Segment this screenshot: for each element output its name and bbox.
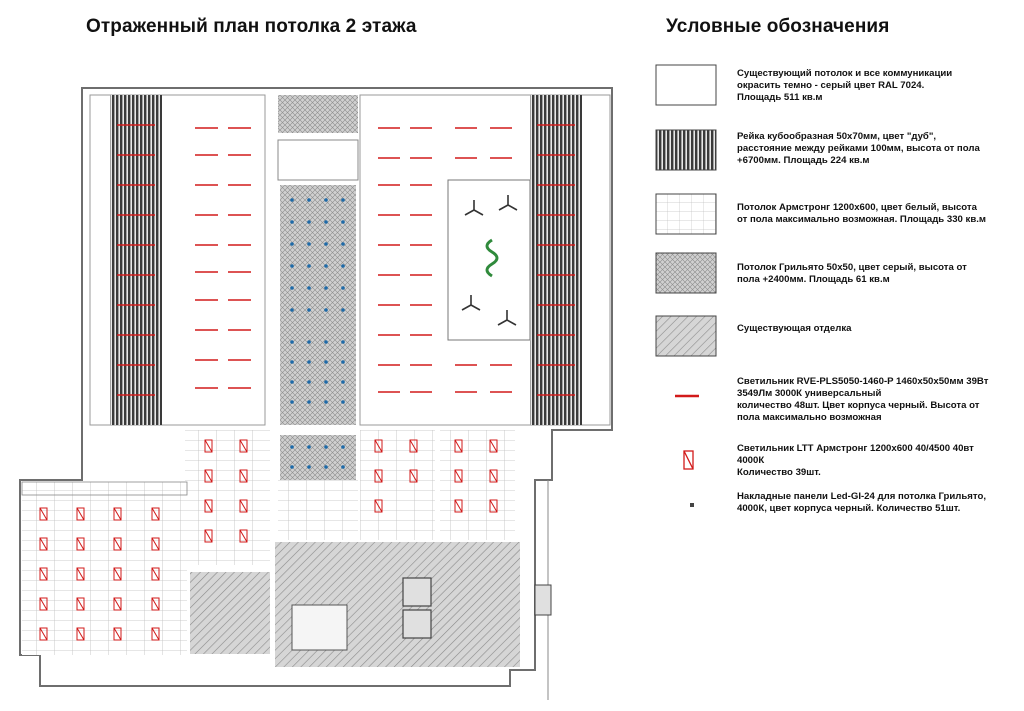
rake-ceiling-right xyxy=(530,95,582,425)
legend-item-rake xyxy=(655,129,1024,173)
overlay-panel xyxy=(307,220,311,224)
grilyato-box-icon xyxy=(655,252,717,294)
armstrong-room-c xyxy=(440,430,515,540)
existing-finish-box-icon xyxy=(655,315,717,357)
rake-ceiling-left xyxy=(110,95,162,425)
legend-text-rake: Рейка кубообразная 50х70мм, цвет "дуб", расстояние между рейками 100мм, высота от пола +6700мм. Площадь 224 кв.м xyxy=(737,131,980,166)
overlay-panel xyxy=(307,445,311,449)
overlay-panel xyxy=(324,380,328,384)
overlay-panel xyxy=(307,198,311,202)
overlay-panel xyxy=(341,264,345,268)
legend-text-linear-lamp: Светильник RVE-PLS5050-1460-P 1460х50х50мм 39Вт 3549Лм 3000К универсальный количество 48шт. Цвет корпуса черный. Высота от пола максимально возможная xyxy=(737,376,989,423)
overlay-panel xyxy=(341,465,345,469)
overlay-panel xyxy=(290,308,294,312)
overlay-panel xyxy=(290,198,294,202)
rake-box-icon xyxy=(655,129,717,171)
overlay-panel xyxy=(290,340,294,344)
overlay-panel xyxy=(341,360,345,364)
overlay-panel xyxy=(324,340,328,344)
stairwell xyxy=(292,605,347,650)
overlay-panel xyxy=(341,308,345,312)
armstrong-room-d xyxy=(278,480,358,540)
overlay-panel xyxy=(341,445,345,449)
legend-text-overlay-panel: Накладные панели Led-GI-24 для потолка Грильято, 4000К, цвет корпуса черный. Количество 51шт. xyxy=(737,491,986,514)
armstrong-hall-top xyxy=(22,482,187,495)
overlay-panel xyxy=(324,465,328,469)
overlay-panel xyxy=(290,220,294,224)
overlay-panel-icon xyxy=(655,490,717,514)
overlay-panel xyxy=(341,286,345,290)
legend-title: Условные обозначения xyxy=(666,16,890,37)
atrium-void xyxy=(448,180,530,340)
legend-text-grilyato: Потолок Грильято 50х50, цвет серый, высота от пола +2400мм. Площадь 61 кв.м xyxy=(737,262,967,285)
overlay-panel xyxy=(307,308,311,312)
legend-item-armstrong xyxy=(655,193,1024,237)
linear-lamp-icon xyxy=(655,376,717,406)
legend-item-grilyato xyxy=(655,252,1024,296)
legend-item-existing-finish xyxy=(655,315,1024,359)
overlay-panel xyxy=(341,380,345,384)
legend-item-existing-ceiling xyxy=(655,64,1024,108)
overlay-panel xyxy=(324,242,328,246)
armstrong-room-a xyxy=(185,430,270,565)
grilyato-ceiling-upper xyxy=(280,185,356,330)
overlay-panel xyxy=(341,340,345,344)
overlay-panel xyxy=(324,286,328,290)
legend-item-linear-lamp xyxy=(655,376,1024,426)
overlay-panel xyxy=(307,264,311,268)
plan-title: Отраженный план потолка 2 этажа xyxy=(86,16,417,37)
armstrong-box-icon xyxy=(655,193,717,235)
grilyato-ceiling-lower xyxy=(280,435,356,480)
legend-text-armstrong: Потолок Армстронг 1200х600, цвет белый, высота от пола максимально возможная. Площадь 330 кв.м xyxy=(737,202,986,225)
overlay-panel xyxy=(290,400,294,404)
overlay-panel xyxy=(324,220,328,224)
overlay-panel xyxy=(290,242,294,246)
legend-text-existing-finish: Существующая отделка xyxy=(737,323,852,334)
armstrong-room-b xyxy=(360,430,435,540)
overlay-panel xyxy=(307,380,311,384)
overlay-panel xyxy=(290,445,294,449)
overlay-panel xyxy=(341,242,345,246)
existing-finish-south-a xyxy=(190,572,270,654)
overlay-panel xyxy=(307,465,311,469)
overlay-panel xyxy=(307,400,311,404)
overlay-panel xyxy=(307,360,311,364)
overlay-panel xyxy=(290,465,294,469)
shaft xyxy=(535,585,551,615)
overlay-panel xyxy=(341,198,345,202)
grilyato-ceiling-middle xyxy=(280,330,356,425)
overlay-panel xyxy=(341,400,345,404)
overlay-panel xyxy=(324,400,328,404)
overlay-panel xyxy=(307,340,311,344)
overlay-panel xyxy=(290,380,294,384)
overlay-panel xyxy=(290,264,294,268)
elevator-a xyxy=(403,578,431,606)
overlay-panel xyxy=(324,264,328,268)
overlay-panel xyxy=(324,198,328,202)
overlay-panel xyxy=(307,242,311,246)
armstrong-lamp-icon xyxy=(655,443,717,477)
legend-text-armstrong-lamp: Светильник LTT Армстронг 1200х600 40/4500 40вт 4000К Количество 39шт. xyxy=(737,443,974,478)
blank-box-icon xyxy=(655,64,717,106)
existing-finish-top xyxy=(278,95,358,133)
overlay-panel xyxy=(307,286,311,290)
legend-item-overlay-panel xyxy=(655,490,1024,520)
overlay-panel xyxy=(341,220,345,224)
overlay-panel xyxy=(324,445,328,449)
overlay-panel xyxy=(324,360,328,364)
overlay-panel xyxy=(290,360,294,364)
overlay-panel xyxy=(290,286,294,290)
overlay-panel xyxy=(324,308,328,312)
legend-text-existing-ceiling: Существующий потолок и все коммуникации окрасить темно - серый цвет RAL 7024. Площадь 511 кв.м xyxy=(737,68,953,103)
stair-room xyxy=(278,140,358,180)
legend-item-armstrong-lamp xyxy=(655,443,1024,483)
elevator-b xyxy=(403,610,431,638)
